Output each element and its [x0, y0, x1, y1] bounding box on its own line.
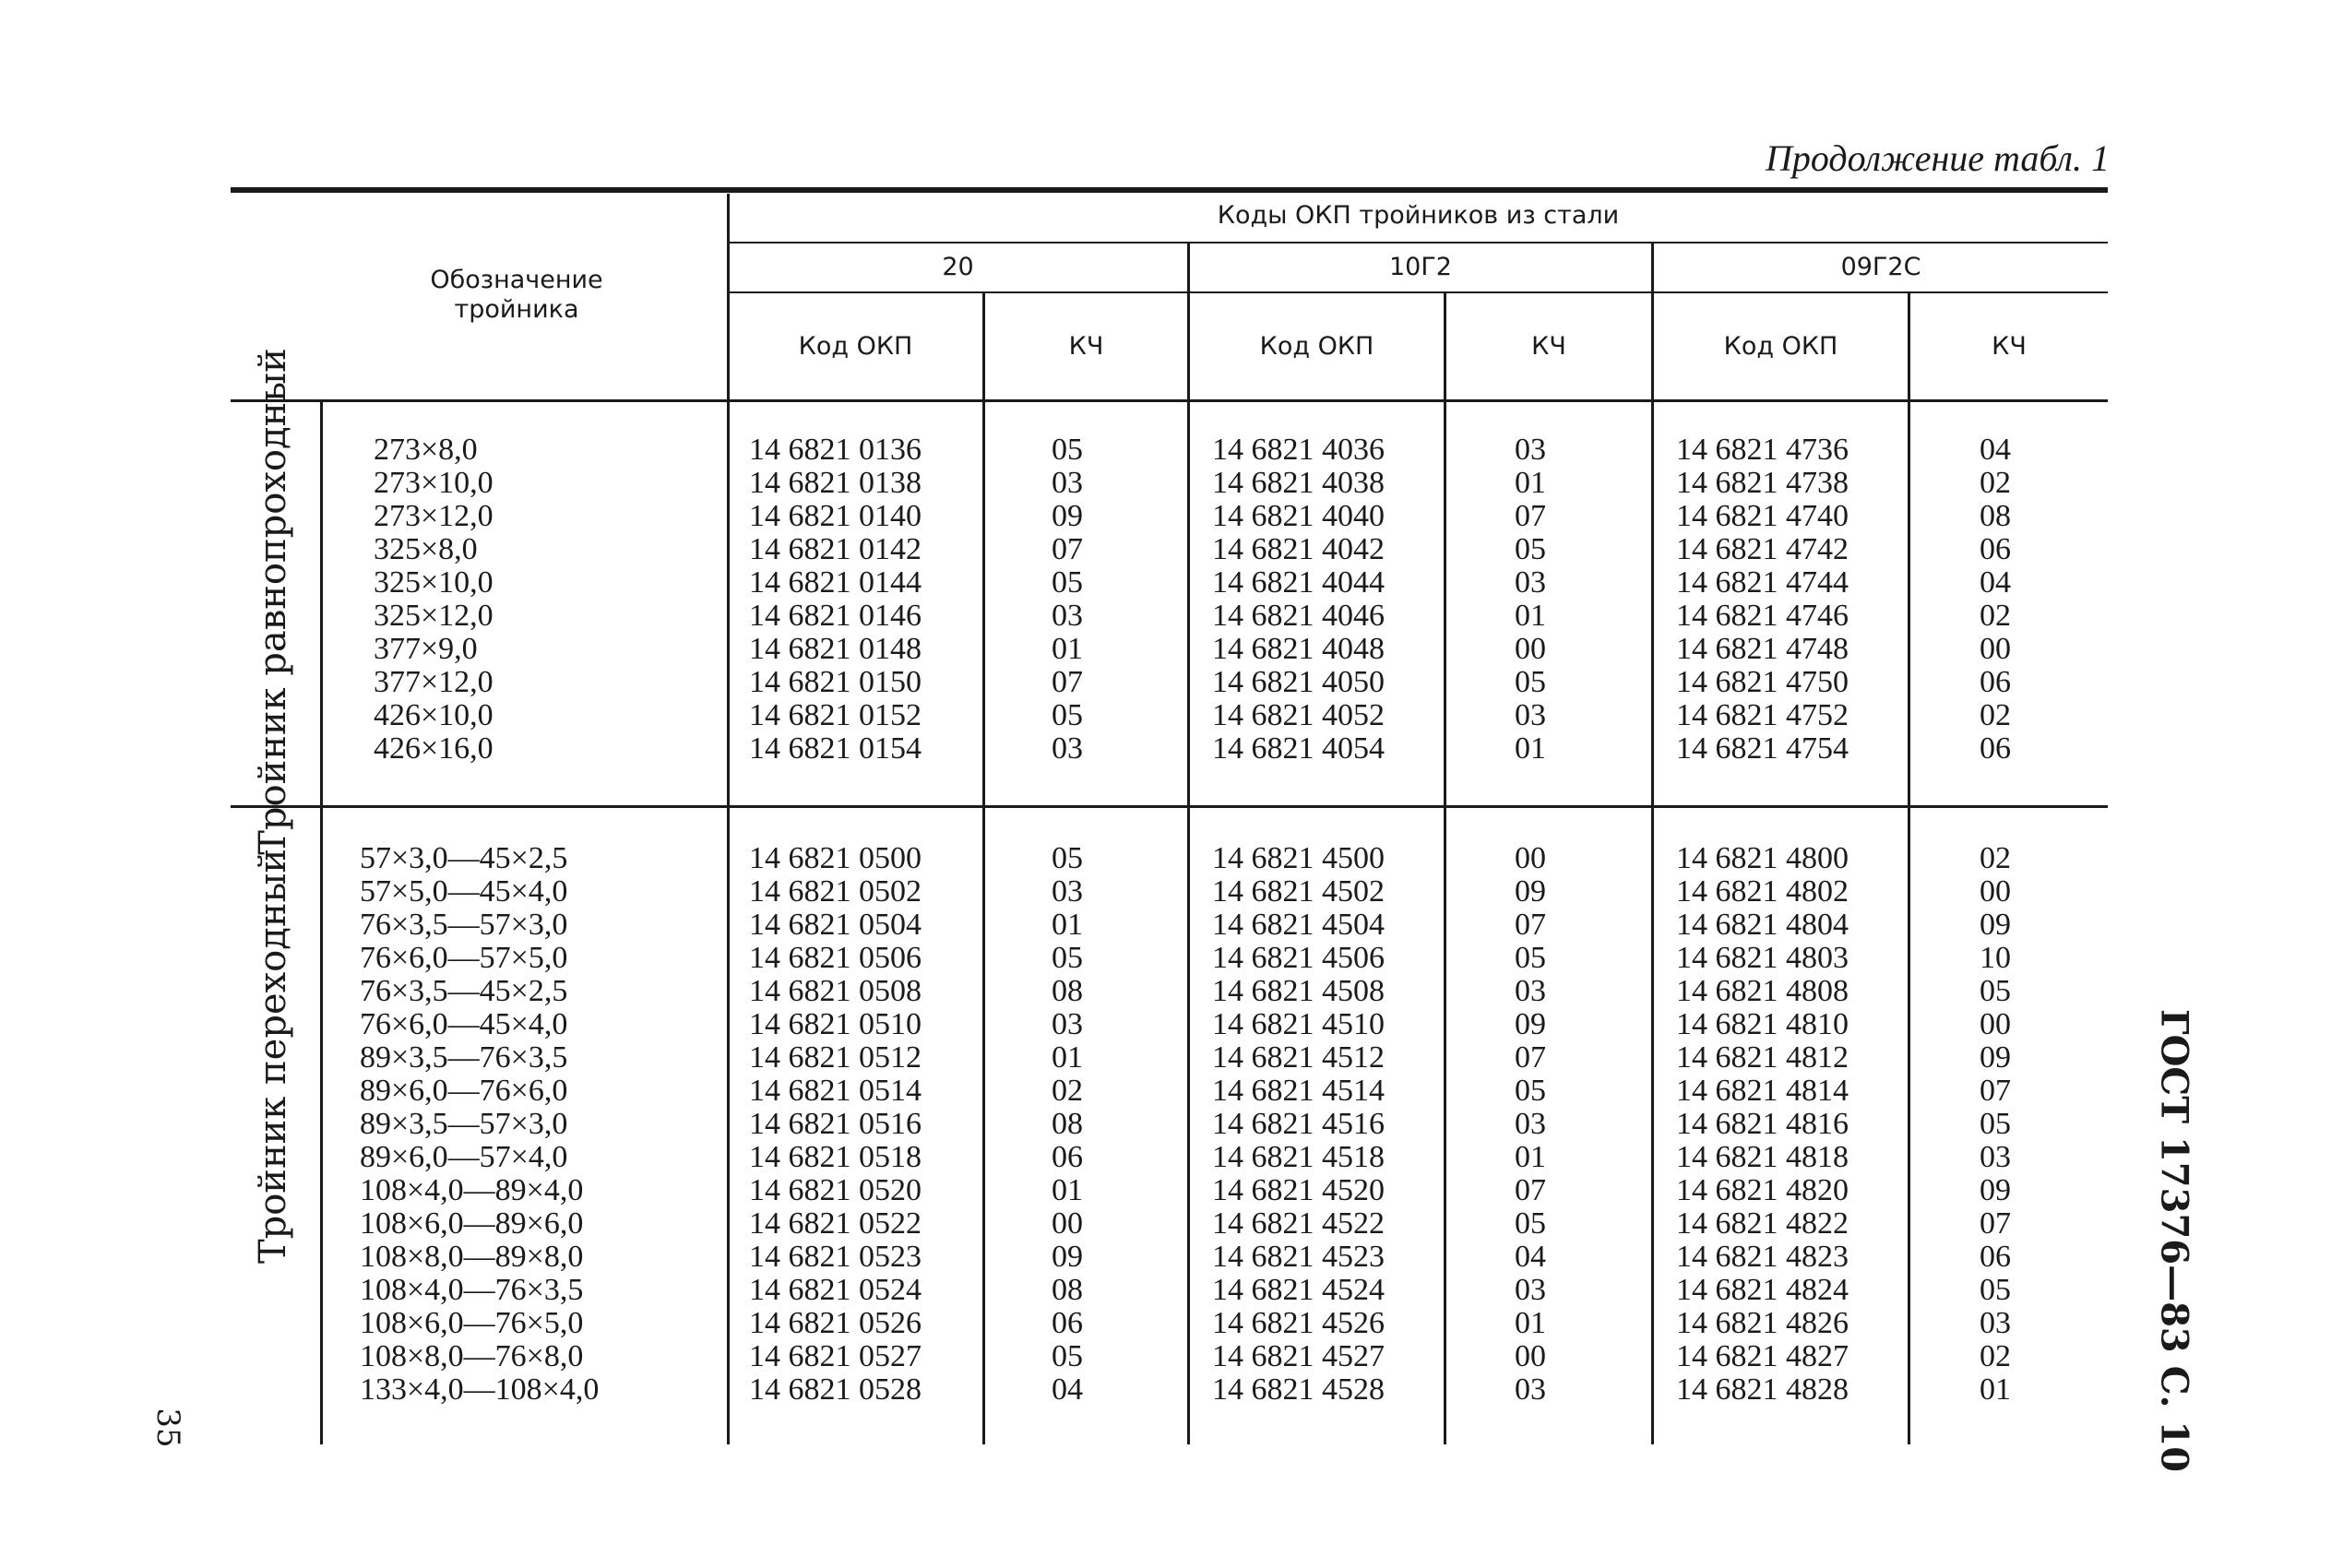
- table-cell: 05: [1052, 433, 1083, 467]
- table-cell: 01: [1515, 1140, 1546, 1174]
- table-row: 57×3,0—45×2,5: [360, 841, 568, 875]
- table-cell: 09: [1515, 874, 1546, 909]
- table-row: 89×3,5—57×3,0: [360, 1107, 568, 1141]
- table-cell: 07: [1052, 665, 1083, 699]
- kch-header-20: КЧ: [1068, 332, 1104, 361]
- table-cell: 14 6821 4050: [1212, 665, 1385, 699]
- table-cell: 14 6821 4506: [1212, 941, 1385, 975]
- table-cell: 08: [1052, 1273, 1083, 1307]
- table-cell: 14 6821 4740: [1676, 499, 1849, 533]
- table-cell: 14 6821 4823: [1676, 1240, 1849, 1274]
- table-cell: 02: [1980, 841, 2011, 875]
- table-cell: 03: [1052, 1007, 1083, 1041]
- table-row: 325×8,0: [374, 532, 478, 566]
- section-1-codes-20: [749, 434, 922, 766]
- table-cell: 00: [1980, 1007, 2011, 1041]
- table-cell: 14 6821 4828: [1676, 1372, 1849, 1407]
- table-cell: 05: [1052, 841, 1083, 875]
- table-cell: 00: [1052, 1206, 1083, 1241]
- table-cell: 14 6821 4526: [1212, 1306, 1385, 1340]
- steel-rule: [729, 291, 2108, 293]
- table-cell: 14 6821 4822: [1676, 1206, 1849, 1241]
- table-cell: 14 6821 0144: [749, 565, 922, 600]
- table-cell: 07: [1980, 1206, 2011, 1241]
- table-cell: 06: [1980, 731, 2011, 766]
- table-cell: 14 6821 4522: [1212, 1206, 1385, 1241]
- table-row: 108×8,0—89×8,0: [360, 1240, 584, 1274]
- table-cell: 14 6821 0512: [749, 1040, 922, 1075]
- table-cell: 09: [1980, 1040, 2011, 1075]
- table-cell: 01: [1052, 908, 1083, 942]
- table-cell: 14 6821 4814: [1676, 1074, 1849, 1108]
- table-cell: 14 6821 0142: [749, 532, 922, 566]
- table-cell: 14 6821 4800: [1676, 841, 1849, 875]
- table-cell: 08: [1052, 974, 1083, 1008]
- table-cell: 09: [1980, 908, 2011, 942]
- gost-side-label: ГОСТ 17376—83 С. 10: [2152, 1008, 2196, 1473]
- table-row: 377×12,0: [374, 665, 494, 699]
- table-row: 108×4,0—76×3,5: [360, 1273, 584, 1307]
- table-cell: 14 6821 4048: [1212, 632, 1385, 666]
- table-row: 57×5,0—45×4,0: [360, 874, 568, 909]
- table-cell: 14 6821 4742: [1676, 532, 1849, 566]
- section-1-codes-09g2s: [1676, 434, 1849, 766]
- table-cell: 14 6821 4804: [1676, 908, 1849, 942]
- table-cell: 02: [1980, 466, 2011, 500]
- table-row: 325×12,0: [374, 599, 494, 633]
- steel-20-header: 20: [942, 253, 974, 281]
- table-row: 76×6,0—45×4,0: [360, 1007, 568, 1041]
- table-cell: 14 6821 0514: [749, 1074, 922, 1108]
- kch-header-09g2s: КЧ: [1992, 332, 2027, 361]
- table-cell: 14 6821 0518: [749, 1140, 922, 1174]
- table-cell: 14 6821 0140: [749, 499, 922, 533]
- section-1-kch-09g2s: [1980, 434, 2011, 766]
- table-cell: 05: [1515, 665, 1546, 699]
- table-cell: 07: [1515, 1040, 1546, 1075]
- table-cell: 08: [1052, 1107, 1083, 1141]
- table-cell: 03: [1980, 1140, 2011, 1174]
- table-cell: 03: [1515, 433, 1546, 467]
- designation-header: Обозначение тройника: [430, 266, 603, 325]
- table-row: 325×10,0: [374, 565, 494, 600]
- header-bottom-rule: [231, 399, 2108, 402]
- table-cell: 05: [1515, 532, 1546, 566]
- table-cell: 14 6821 4754: [1676, 731, 1849, 766]
- table-cell: 03: [1515, 1107, 1546, 1141]
- table-cell: 05: [1980, 1273, 2011, 1307]
- steel-09g2s-header: 09Г2С: [1840, 253, 1921, 281]
- code-okp-header-10g2: Код ОКП: [1259, 332, 1374, 361]
- table-cell: 01: [1515, 1306, 1546, 1340]
- section-2-codes-09g2s: [1676, 842, 1849, 1407]
- table-cell: 05: [1052, 1339, 1083, 1373]
- table-cell: 01: [1515, 599, 1546, 633]
- label-column-rule: [320, 399, 323, 1444]
- table-cell: 14 6821 4827: [1676, 1339, 1849, 1373]
- table-cell: 14 6821 0146: [749, 599, 922, 633]
- table-cell: 14 6821 4518: [1212, 1140, 1385, 1174]
- table-cell: 14 6821 4738: [1676, 466, 1849, 500]
- table-cell: 03: [1515, 1273, 1546, 1307]
- table-cell: 05: [1980, 974, 2011, 1008]
- table-cell: 09: [1052, 499, 1083, 533]
- kch-09g2s-rule: [1908, 293, 1910, 1444]
- table-cell: 00: [1515, 1339, 1546, 1373]
- table-cell: 05: [1052, 941, 1083, 975]
- table-cell: 01: [1052, 1173, 1083, 1207]
- table-cell: 14 6821 0523: [749, 1240, 922, 1274]
- table-cell: 08: [1980, 499, 2011, 533]
- table-cell: 14 6821 0527: [749, 1339, 922, 1373]
- table-cell: 03: [1052, 599, 1083, 633]
- table-cell: 07: [1515, 1173, 1546, 1207]
- section-1-kch-10g2: [1515, 434, 1546, 766]
- table-cell: 07: [1052, 532, 1083, 566]
- table-row: 89×6,0—76×6,0: [360, 1074, 568, 1108]
- table-cell: 04: [1052, 1372, 1083, 1407]
- table-row: 89×3,5—76×3,5: [360, 1040, 568, 1075]
- section-2-codes-10g2: [1212, 842, 1385, 1407]
- section-2-designations: [360, 842, 599, 1407]
- table-cell: 14 6821 4500: [1212, 841, 1385, 875]
- table-cell: 14 6821 0522: [749, 1206, 922, 1241]
- code-okp-header-09g2s: Код ОКП: [1723, 332, 1838, 361]
- table-cell: 14 6821 4812: [1676, 1040, 1849, 1075]
- table-cell: 14 6821 4746: [1676, 599, 1849, 633]
- table-cell: 03: [1052, 731, 1083, 766]
- table-cell: 02: [1980, 1339, 2011, 1373]
- table-cell: 14 6821 4510: [1212, 1007, 1385, 1041]
- table-cell: 04: [1980, 433, 2011, 467]
- table-cell: 14 6821 0154: [749, 731, 922, 766]
- table-cell: 06: [1052, 1140, 1083, 1174]
- table-cell: 07: [1980, 1074, 2011, 1108]
- table-cell: 14 6821 4046: [1212, 599, 1385, 633]
- section-1-codes-10g2: [1212, 434, 1385, 766]
- table-cell: 14 6821 4524: [1212, 1273, 1385, 1307]
- table-cell: 14 6821 0510: [749, 1007, 922, 1041]
- table-cell: 14 6821 0506: [749, 941, 922, 975]
- table-cell: 14 6821 4520: [1212, 1173, 1385, 1207]
- table-cell: 14 6821 0528: [749, 1372, 922, 1407]
- table-cell: 01: [1980, 1372, 2011, 1407]
- table-cell: 07: [1515, 499, 1546, 533]
- table-cell: 09: [1052, 1240, 1083, 1274]
- table-cell: 14 6821 4038: [1212, 466, 1385, 500]
- table-cell: 14 6821 4820: [1676, 1173, 1849, 1207]
- table-row: 76×3,5—45×2,5: [360, 974, 568, 1008]
- table-cell: 04: [1515, 1240, 1546, 1274]
- section-divider-rule: [231, 805, 2108, 808]
- table-cell: 14 6821 4512: [1212, 1040, 1385, 1075]
- code-block-rule: [727, 194, 730, 1444]
- table-cell: 10: [1980, 941, 2011, 975]
- table-cell: 14 6821 4054: [1212, 731, 1385, 766]
- table-cell: 14 6821 4826: [1676, 1306, 1849, 1340]
- table-cell: 02: [1052, 1074, 1083, 1108]
- table-cell: 14 6821 0520: [749, 1173, 922, 1207]
- table-cell: 14 6821 0508: [749, 974, 922, 1008]
- table-row: 108×4,0—89×4,0: [360, 1173, 584, 1207]
- table-cell: 14 6821 0516: [749, 1107, 922, 1141]
- table-row: 133×4,0—108×4,0: [360, 1372, 600, 1407]
- section-label-equal-tee: Тройник равнопроходный: [252, 348, 294, 855]
- table-cell: 09: [1515, 1007, 1546, 1041]
- table-cell: 14 6821 4736: [1676, 433, 1849, 467]
- table-cell: 03: [1515, 565, 1546, 600]
- table-row: 426×10,0: [374, 698, 494, 732]
- table-cell: 05: [1515, 941, 1546, 975]
- table-cell: 14 6821 4810: [1676, 1007, 1849, 1041]
- table-cell: 14 6821 4523: [1212, 1240, 1385, 1274]
- top-rule: [231, 187, 2108, 193]
- table-cell: 01: [1052, 632, 1083, 666]
- table-cell: 06: [1052, 1306, 1083, 1340]
- table-cell: 14 6821 0500: [749, 841, 922, 875]
- table-cell: 14 6821 4042: [1212, 532, 1385, 566]
- table-caption: Продолжение табл. 1: [1765, 137, 2110, 179]
- steel-10g2-header: 10Г2: [1388, 253, 1452, 281]
- table-cell: 03: [1052, 874, 1083, 909]
- section-2-kch-20: [1052, 842, 1083, 1407]
- table-cell: 14 6821 0526: [749, 1306, 922, 1340]
- table-cell: 05: [1515, 1074, 1546, 1108]
- table-cell: 14 6821 4044: [1212, 565, 1385, 600]
- table-cell: 14 6821 4808: [1676, 974, 1849, 1008]
- code-okp-header-20: Код ОКП: [798, 332, 913, 361]
- table-cell: 14 6821 4802: [1676, 874, 1849, 909]
- table-row: 377×9,0: [374, 632, 478, 666]
- table-cell: 14 6821 4036: [1212, 433, 1385, 467]
- table-cell: 14 6821 0150: [749, 665, 922, 699]
- table-cell: 14 6821 0138: [749, 466, 922, 500]
- table-cell: 14 6821 0524: [749, 1273, 922, 1307]
- table-cell: 06: [1980, 665, 2011, 699]
- table-cell: 03: [1515, 1372, 1546, 1407]
- page-number: 35: [149, 1408, 186, 1448]
- section-2-kch-09g2s: [1980, 842, 2011, 1407]
- table-cell: 01: [1515, 466, 1546, 500]
- table-cell: 02: [1980, 599, 2011, 633]
- table-cell: 14 6821 4516: [1212, 1107, 1385, 1141]
- table-cell: 03: [1515, 974, 1546, 1008]
- table-cell: 14 6821 4528: [1212, 1372, 1385, 1407]
- table-cell: 14 6821 4752: [1676, 698, 1849, 732]
- table-cell: 07: [1515, 908, 1546, 942]
- table-cell: 03: [1052, 466, 1083, 500]
- table-cell: 14 6821 0136: [749, 433, 922, 467]
- table-cell: 14 6821 4040: [1212, 499, 1385, 533]
- table-cell: 14 6821 0504: [749, 908, 922, 942]
- table-cell: 00: [1980, 632, 2011, 666]
- group-title: Коды ОКП тройников из стали: [1217, 201, 1620, 230]
- table-cell: 14 6821 0502: [749, 874, 922, 909]
- table-cell: 14 6821 4527: [1212, 1339, 1385, 1373]
- table-cell: 14 6821 4818: [1676, 1140, 1849, 1174]
- steel-10g2-rule: [1187, 242, 1190, 1444]
- section-label-reducing-tee: Тройник переходный: [252, 848, 294, 1265]
- table-cell: 05: [1980, 1107, 2011, 1141]
- table-cell: 00: [1515, 841, 1546, 875]
- section-1-designations: [374, 434, 494, 766]
- table-cell: 05: [1515, 1206, 1546, 1241]
- table-cell: 00: [1515, 632, 1546, 666]
- table-cell: 14 6821 4502: [1212, 874, 1385, 909]
- table-row: 273×8,0: [374, 433, 478, 467]
- steel-09g2s-rule: [1651, 242, 1654, 1444]
- kch-10g2-rule: [1444, 293, 1446, 1444]
- table-cell: 02: [1980, 698, 2011, 732]
- table-cell: 14 6821 4748: [1676, 632, 1849, 666]
- table-cell: 14 6821 4816: [1676, 1107, 1849, 1141]
- table-row: 89×6,0—57×4,0: [360, 1140, 568, 1174]
- section-2-codes-20: [749, 842, 922, 1407]
- table-cell: 14 6821 4514: [1212, 1074, 1385, 1108]
- kch-20-rule: [982, 293, 985, 1444]
- table-cell: 05: [1052, 565, 1083, 600]
- table-cell: 14 6821 4504: [1212, 908, 1385, 942]
- table-row: 108×6,0—89×6,0: [360, 1206, 584, 1241]
- table-cell: 14 6821 4744: [1676, 565, 1849, 600]
- table-cell: 06: [1980, 1240, 2011, 1274]
- group-rule: [729, 242, 2108, 244]
- table-cell: 03: [1980, 1306, 2011, 1340]
- table-cell: 14 6821 0148: [749, 632, 922, 666]
- section-2-kch-10g2: [1515, 842, 1546, 1407]
- table-cell: 14 6821 4750: [1676, 665, 1849, 699]
- table-cell: 14 6821 4803: [1676, 941, 1849, 975]
- table-cell: 14 6821 4508: [1212, 974, 1385, 1008]
- table-cell: 14 6821 4824: [1676, 1273, 1849, 1307]
- table-cell: 14 6821 0152: [749, 698, 922, 732]
- table-cell: 09: [1980, 1173, 2011, 1207]
- table-cell: 01: [1515, 731, 1546, 766]
- section-1-kch-20: [1052, 434, 1083, 766]
- table-row: 273×12,0: [374, 499, 494, 533]
- table-row: 76×3,5—57×3,0: [360, 908, 568, 942]
- table-cell: 03: [1515, 698, 1546, 732]
- table-row: 273×10,0: [374, 466, 494, 500]
- table-cell: 04: [1980, 565, 2011, 600]
- table-row: 108×8,0—76×8,0: [360, 1339, 584, 1373]
- table-row: 76×6,0—57×5,0: [360, 941, 568, 975]
- table-cell: 00: [1980, 874, 2011, 909]
- table-cell: 05: [1052, 698, 1083, 732]
- table-cell: 06: [1980, 532, 2011, 566]
- table-row: 426×16,0: [374, 731, 494, 766]
- table-row: 108×6,0—76×5,0: [360, 1306, 584, 1340]
- kch-header-10g2: КЧ: [1531, 332, 1566, 361]
- table-cell: 01: [1052, 1040, 1083, 1075]
- table-cell: 14 6821 4052: [1212, 698, 1385, 732]
